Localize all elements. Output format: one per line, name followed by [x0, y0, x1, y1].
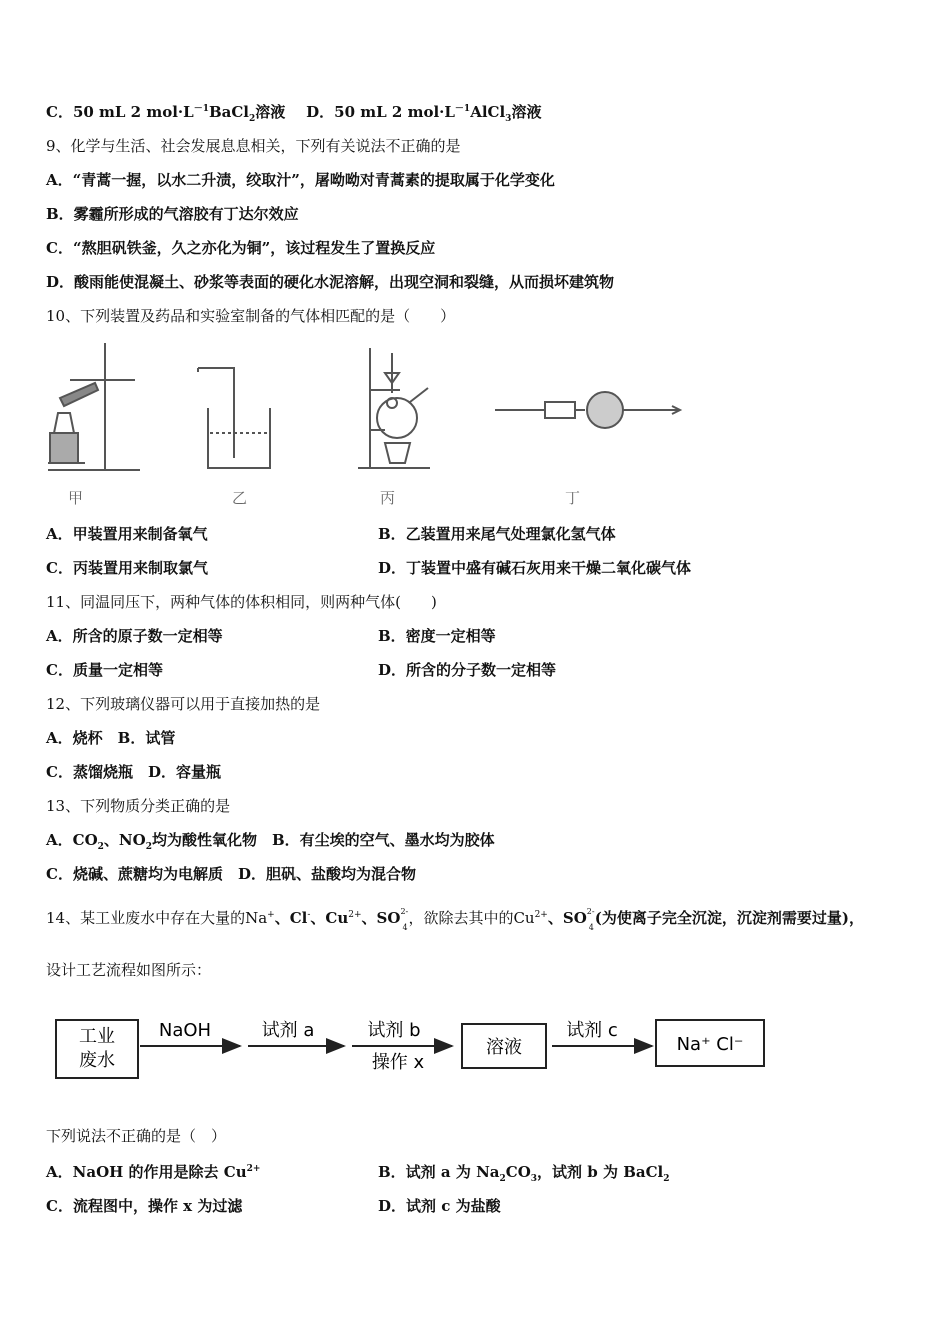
q14-option-d: D．试剂 c 为盐酸 [378, 1197, 501, 1215]
q13-options-cd: C．烧碱、蔗糖均为电解质 D．胆矾、盐酸均为混合物 [46, 865, 416, 883]
q10-option-c: C．丙装置用来制取氯气 [46, 559, 208, 577]
q14-option-a: A．NaOH 的作用是除去 $Cu^{2+}$ [46, 1163, 261, 1181]
q12-options-cd: C．蒸馏烧瓶 D．容量瓶 [46, 763, 221, 781]
q13-stem: 13、下列物质分类正确的是 [46, 797, 231, 815]
q11-option-b: B．密度一定相等 [378, 627, 496, 645]
label-bing: 丙 [380, 489, 396, 507]
q10-option-b: B．乙装置用来尾气处理氯化氢气体 [378, 525, 616, 543]
q11-option-a: A．所含的原子数一定相等 [46, 627, 223, 645]
q10-apparatus-figure [40, 338, 700, 513]
label-yi: 乙 [232, 489, 248, 507]
q10-stem: 10、下列装置及药品和实验室制备的气体相匹配的是（ ） [46, 307, 456, 325]
q14-stem: 14、某工业废水中存在大量的Na+、Cl-、$Cu^{2+}$、SO 2- 4 ，欲除去其中的$Cu^{2+}$、SO 2- 4 (为使离子完全沉淀，沉淀剂需要过量)， [46, 907, 864, 932]
q12-stem: 12、下列玻璃仪器可以用于直接加热的是 [46, 695, 321, 713]
q14-option-b: B．试剂 a 为 $Na_2CO_3$，试剂 b 为 BaCl$_2$ [378, 1163, 670, 1184]
svg-text:试剂 a: 试剂 a [261, 1020, 315, 1041]
q14-question: 下列说法不正确的是（ ） [46, 1127, 227, 1145]
q9-stem: 9、化学与生活、社会发展息息相关，下列有关说法不正确的是 [46, 137, 461, 155]
q9-option-a: A．“青蒿一握，以水二升渍，绞取汁”，屠呦呦对青蒿素的提取属于化学变化 [46, 171, 555, 189]
apparatus-ding [495, 392, 680, 428]
svg-text:试剂 c: 试剂 c [566, 1020, 618, 1041]
apparatus-yi [198, 368, 270, 468]
svg-text:工业: 工业 [79, 1026, 115, 1047]
q9-option-d: D．酸雨能使混凝土、砂浆等表面的硬化水泥溶解，出现空洞和裂缝，从而损坏建筑物 [46, 273, 615, 291]
q11-option-d: D．所含的分子数一定相等 [378, 661, 557, 679]
q14-stem-cont: 设计工艺流程如图所示： [46, 961, 212, 979]
svg-text:废水: 废水 [79, 1050, 115, 1071]
svg-text:Na⁺ Cl⁻: Na⁺ Cl⁻ [676, 1034, 744, 1055]
q12-options-ab: A．烧杯 B．试管 [46, 729, 176, 747]
q9-option-b: B．雾霾所形成的气溶胶有丁达尔效应 [46, 205, 299, 223]
label-ding: 丁 [565, 489, 581, 507]
q11-stem: 11、同温同压下，两种气体的体积相同，则两种气体( ) [46, 593, 437, 611]
svg-text:溶液: 溶液 [486, 1037, 522, 1058]
svg-text:NaOH: NaOH [158, 1020, 212, 1041]
q10-option-a: A．甲装置用来制备氧气 [46, 525, 208, 543]
q8-options: C．50 mL 2 $mol\cdot L^{-1}BaCl_2$溶液 D．50 mL 2 $mol\cdot L^{-1}AlCl_3$溶液 [46, 103, 542, 124]
q11-option-c: C．质量一定相等 [46, 661, 163, 679]
svg-text:操作 x: 操作 x [371, 1052, 425, 1073]
q13-options-ab: A．$CO_2$、$NO_2$均为酸性氧化物 B．有尘埃的空气、墨水均为胶体 [46, 831, 495, 852]
label-jia: 甲 [68, 489, 84, 507]
q14-flow-diagram [52, 1002, 772, 1084]
q10-option-d: D．丁装置中盛有碱石灰用来干燥二氧化碳气体 [378, 559, 692, 577]
svg-text:试剂 b: 试剂 b [367, 1020, 421, 1041]
apparatus-jia [48, 343, 140, 470]
apparatus-bing [358, 348, 430, 468]
q14-option-c: C．流程图中，操作 x 为过滤 [46, 1197, 243, 1215]
q9-option-c: C．“熬胆矾铁釜，久之亦化为铜”，该过程发生了置换反应 [46, 239, 436, 257]
